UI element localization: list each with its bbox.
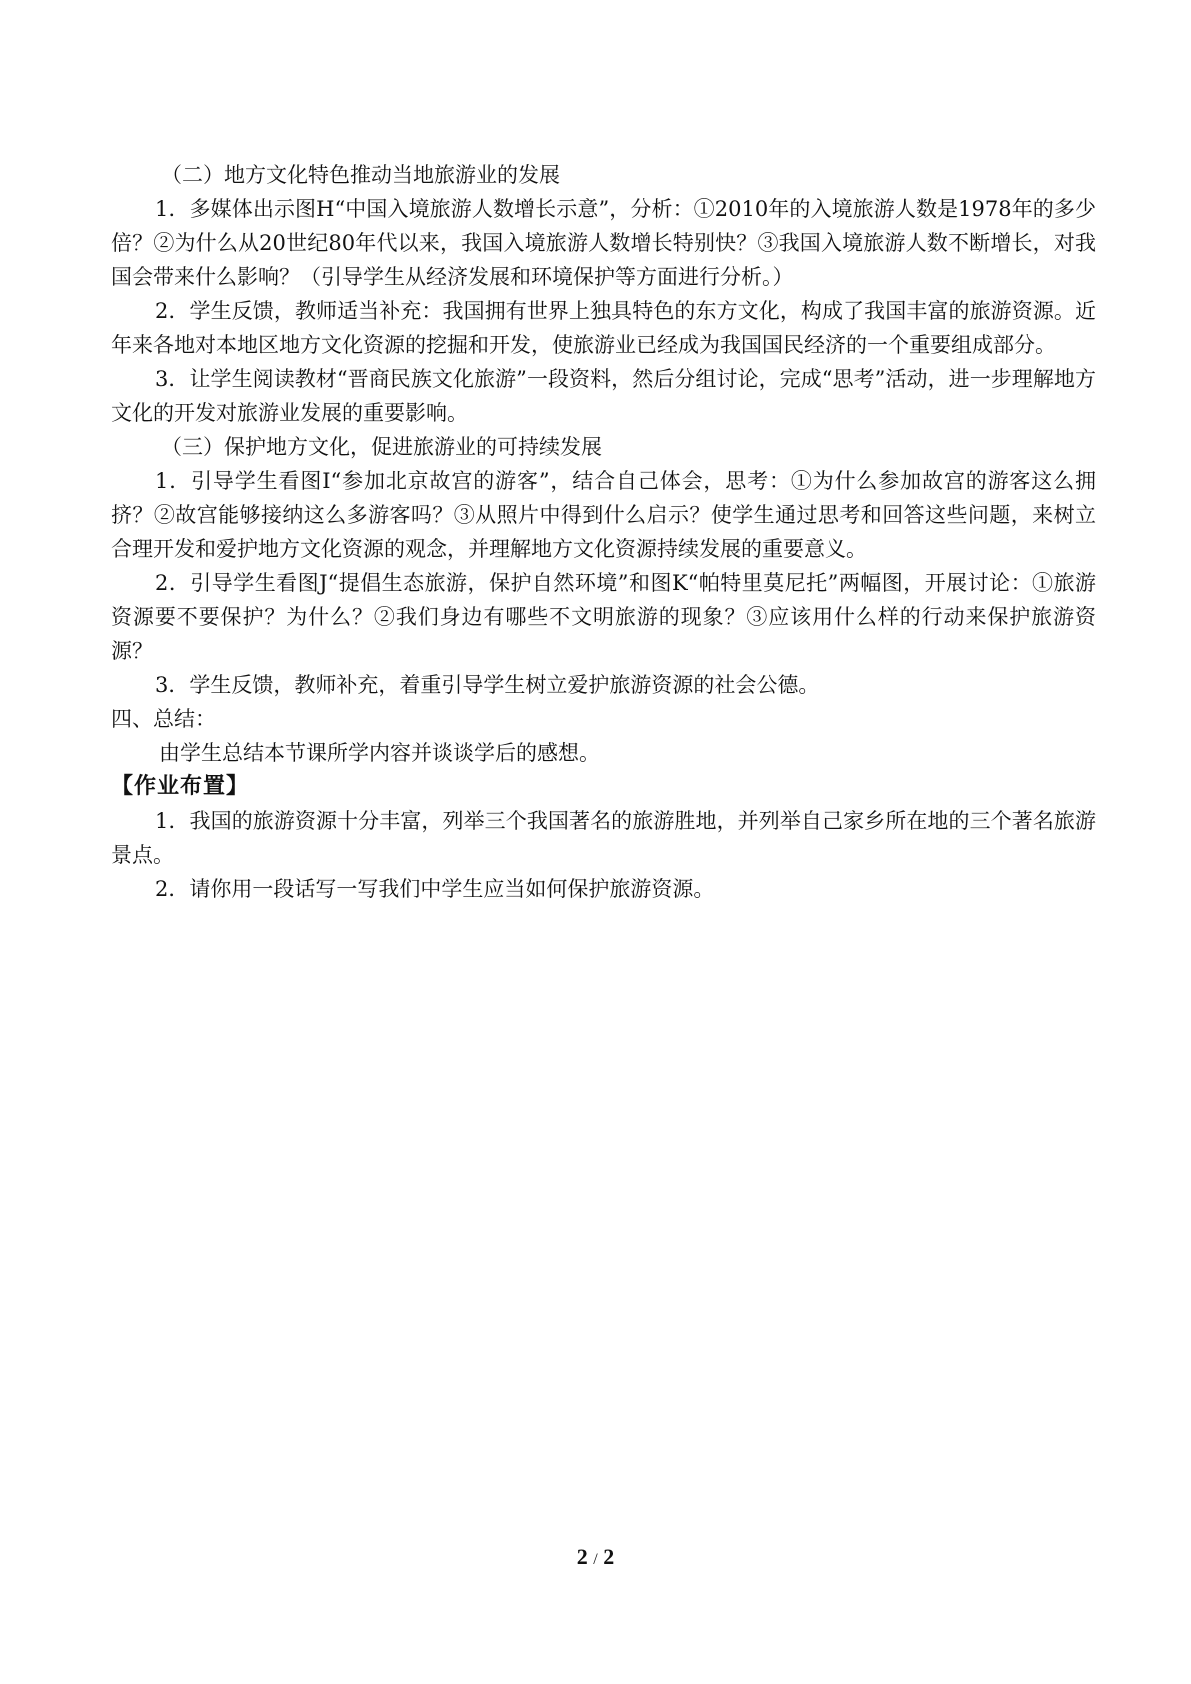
paragraph-s2-item2: 2．学生反馈，教师适当补充：我国拥有世界上独具特色的东方文化，构成了我国丰富的旅游资源。近年来各地对本地区地方文化资源的挖掘和开发，使旅游业已经成为我国国民经济的一个重要组成部分。 bbox=[111, 299, 1096, 357]
page-current: 2 bbox=[576, 1544, 588, 1569]
paragraph-s3-item2: 2．引导学生看图J“提倡生态旅游，保护自然环境”和图K“帕特里莫尼托”两幅图，开展讨论：①旅游资源要不要保护？为什么？②我们身边有哪些不文明旅游的现象？③应该用什么样的行动来保护旅游资源？ bbox=[111, 571, 1096, 663]
homework-heading: 【作业布置】 bbox=[111, 774, 250, 799]
summary-heading: 四、总结： bbox=[111, 707, 216, 731]
page-number bbox=[0, 1544, 1191, 1570]
document-body bbox=[111, 158, 1096, 906]
page-total: 2 bbox=[603, 1544, 615, 1569]
paragraph-s3-item3: 3．学生反馈，教师补充，着重引导学生树立爱护旅游资源的社会公德。 bbox=[155, 673, 820, 697]
paragraph-s2-item1: 1．多媒体出示图H“中国入境旅游人数增长示意”，分析：①2010年的入境旅游人数是1978年的多少倍？②为什么从20世纪80年代以来，我国入境旅游人数增长特别快？③我国入境旅游人数不断增长，对我国会带来什么影响？（引导学生从经济发展和环境保护等方面进行分析。） bbox=[111, 197, 1096, 289]
paragraph-s2-item3: 3．让学生阅读教材“晋商民族文化旅游”一段资料，然后分组讨论，完成“思考”活动，进一步理解地方文化的开发对旅游业发展的重要影响。 bbox=[111, 367, 1096, 425]
summary-text: 由学生总结本节课所学内容并谈谈学后的感想。 bbox=[159, 741, 600, 765]
paragraph-s3-item1: 1．引导学生看图I“参加北京故宫的游客”，结合自己体会，思考：①为什么参加故宫的游客这么拥挤？②故宫能够接纳这么多游客吗？③从照片中得到什么启示？使学生通过思考和回答这些问题，来树立合理开发和爱护地方文化资源的观念，并理解地方文化资源持续发展的重要意义。 bbox=[111, 469, 1096, 561]
section-heading-2: （二）地方文化特色推动当地旅游业的发展 bbox=[161, 163, 560, 187]
paragraph-hw-item1: 1．我国的旅游资源十分丰富，列举三个我国著名的旅游胜地，并列举自己家乡所在地的三个著名旅游景点。 bbox=[111, 809, 1096, 867]
paragraph-hw-item2: 2．请你用一段话写一写我们中学生应当如何保护旅游资源。 bbox=[155, 877, 715, 901]
page-separator: / bbox=[593, 1551, 598, 1568]
section-heading-3: （三）保护地方文化，促进旅游业的可持续发展 bbox=[161, 435, 602, 459]
